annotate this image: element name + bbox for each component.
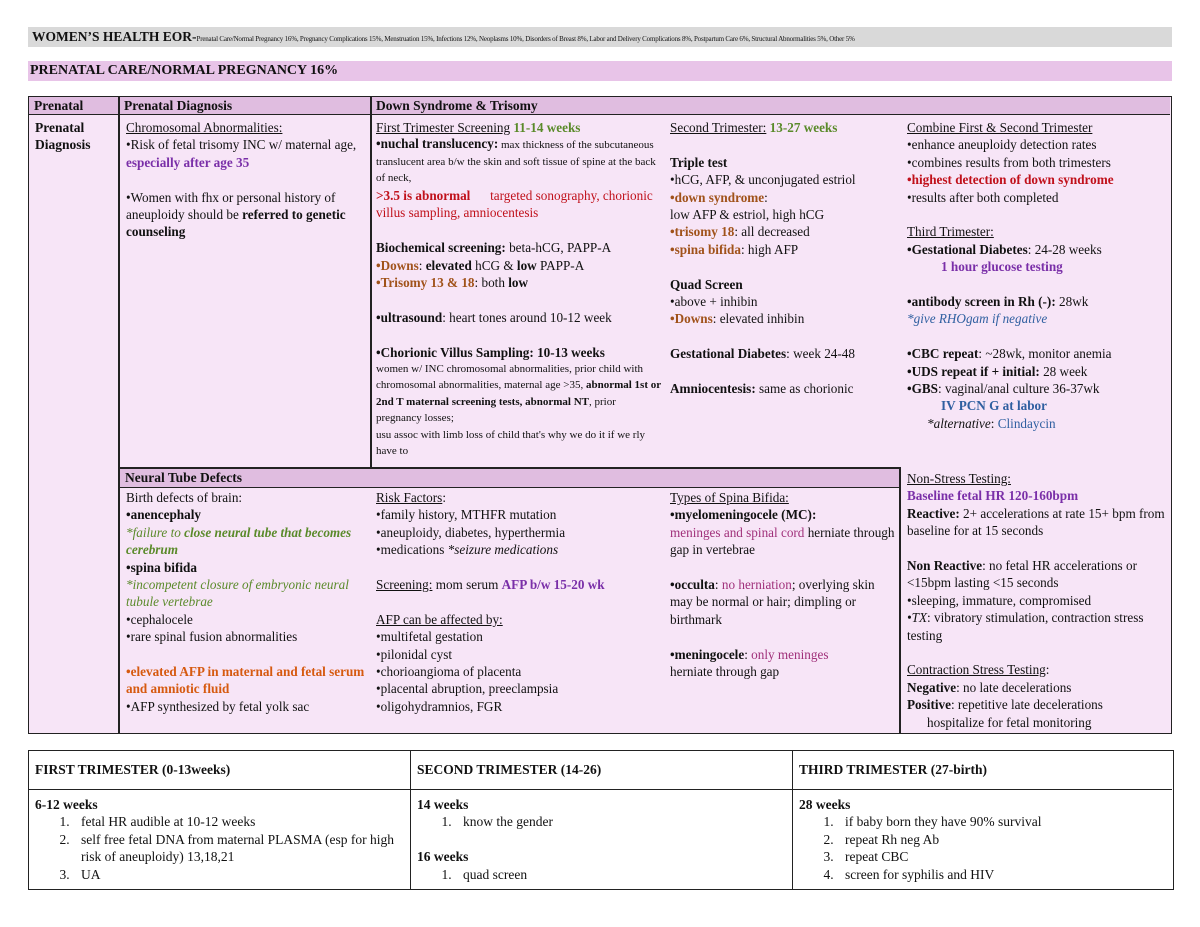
uds-text: 28 week xyxy=(1039,363,1088,379)
divider xyxy=(899,467,901,733)
quad-screen: Quad Screen xyxy=(670,276,743,292)
combine-c: •highest detection of down syndrome xyxy=(907,172,1114,188)
down-line: low AFP & estriol, high hCG xyxy=(670,207,825,223)
downs-text-c: PAPP-A xyxy=(536,257,585,273)
gbs-label: •GBS xyxy=(907,381,939,397)
quad-downs-label: •Downs xyxy=(670,311,713,327)
down-syndrome-colon: : xyxy=(764,189,768,205)
biochem-label: Biochemical screening: xyxy=(376,240,506,256)
document-subtitle: Prenatal Care/Normal Pregnancy 16%, Pregnancy Complications 15%, Menstruation 15%, Infections 12%, Neoplasms 10%, Disorders of Breast 8%, Labor and Delivery Complications 8%, Postpartum Care 6%, Structural Abnormalities 5%, Other 5% xyxy=(196,35,855,43)
meningocele-label: •meningocele xyxy=(670,646,745,662)
cvs-text-b: , prior pregnancy losses; xyxy=(376,395,616,425)
list-item: 1. fetal HR audible at 10-12 weeks xyxy=(73,813,404,830)
nuchal-action: targeted sonography, chorionic villus sampling, amniocentesis xyxy=(376,187,653,221)
first-tri-sub: 6-12 weeks xyxy=(35,797,98,812)
tx-label: •TX xyxy=(907,610,928,626)
afp-f3: •chorioangioma of placenta xyxy=(376,664,522,680)
list-item: 3. repeat CBC xyxy=(837,848,1166,865)
list-item: 3. UA xyxy=(73,866,404,883)
cvs-bold: abnormal 1st or 2nd T maternal screening tests, abnormal NT xyxy=(376,379,661,408)
mmc-b: herniate through gap in vertebrae xyxy=(670,524,895,558)
gd-label: Gestational Diabetes xyxy=(670,346,787,362)
downs-text: : xyxy=(418,257,426,273)
nonreactive-text: : no fetal HR accelerations or <15bpm lasting <15 seconds xyxy=(907,558,1137,591)
ultrasound-text: : heart tones around 10-12 week xyxy=(442,309,612,325)
list-item: 1. quad screen xyxy=(455,866,786,883)
chromo-b2-emph: referred to genetic counseling xyxy=(126,207,346,240)
alt-label: *alternative xyxy=(927,415,991,431)
risk-c: •medications xyxy=(376,542,448,558)
timeline-third xyxy=(793,751,1172,889)
triple-a: •hCG, AFP, & unconjugated estriol xyxy=(670,172,856,188)
anencephaly: •anencephaly xyxy=(126,507,201,523)
nst-causes: •sleeping, immature, compromised xyxy=(907,592,1092,608)
cbc-text: : ~28wk, monitor anemia xyxy=(978,346,1112,362)
combine-d: •results after both completed xyxy=(907,189,1059,205)
first-trimester-screening xyxy=(376,119,662,460)
first-tri-header: FIRST TRIMESTER (0-13weeks) xyxy=(29,751,410,790)
third-tri-header: THIRD TRIMESTER (27-birth) xyxy=(793,751,1172,790)
downs-text-b: hCG & xyxy=(471,257,517,273)
ntd-birth-defects xyxy=(126,489,366,715)
trisomy18-label: •trisomy 18 xyxy=(670,224,735,240)
risk-title: Risk Factors xyxy=(376,490,443,505)
risk-a: •family history, MTHFR mutation xyxy=(376,507,557,523)
divider xyxy=(370,97,372,469)
positive-action: hospitalize for fetal monitoring xyxy=(927,714,1092,730)
screening-text: mom serum xyxy=(432,577,502,593)
third-tri-sub: 28 weeks xyxy=(799,797,851,812)
risk-c-note: *seizure medications xyxy=(447,542,559,558)
afp-f1: •multifetal gestation xyxy=(376,629,483,645)
second-tri-weeks: 13-27 weeks xyxy=(766,120,838,135)
negative-label: Negative xyxy=(907,679,957,695)
combine-trimester xyxy=(907,119,1169,432)
second-tri-sub1: 14 weeks xyxy=(417,797,469,812)
afp-affected-title: AFP can be affected by: xyxy=(376,611,503,627)
downs-label: •Downs xyxy=(376,257,419,273)
rare-abnormalities: •rare spinal fusion abnormalities xyxy=(126,629,298,645)
nuchal-abnormal: >3.5 is abnormal xyxy=(376,187,471,203)
rhogam-note: *give RHOgam if negative xyxy=(907,311,1048,327)
nst-title: Non-Stress Testing: xyxy=(907,471,1011,486)
iv-pcn: IV PCN G at labor xyxy=(941,398,1047,414)
positive-label: Positive xyxy=(907,697,951,713)
anen-note: *failure to xyxy=(126,524,185,540)
cvs-note: usu assoc with limb loss of child that's why we do it if we rly have to xyxy=(376,428,646,458)
nuchal-text: max thickness of the subcutaneous translucent area b/w the skin and soft tissue of spine at the back of neck, xyxy=(376,139,656,185)
reactive-text: 2+ accelerations at rate 15+ bpm from baseline for at 15 seconds xyxy=(907,505,1165,539)
chromosomal-abnormalities xyxy=(126,119,364,241)
screening-title: Screening: xyxy=(376,577,433,593)
document-title: WOMEN’S HEALTH EOR- xyxy=(32,29,197,44)
meningocele-only: only meninges xyxy=(751,646,829,662)
row-label: Prenatal Diagnosis xyxy=(35,120,91,153)
trisomy-low: low xyxy=(508,274,528,290)
col-header-down-syndrome: Down Syndrome & Trisomy xyxy=(371,97,1170,115)
combine-title: Combine First & Second Trimester xyxy=(907,120,1093,135)
tx-text: : vibratory stimulation, contraction stress testing xyxy=(907,610,1144,643)
chromo-b1: •Risk of fetal trisomy INC w/ maternal age, xyxy=(126,137,357,153)
first-tri-title: First Trimester Screening xyxy=(376,120,511,135)
trimester-timeline xyxy=(28,750,1174,890)
third-tri-title: Third Trimester: xyxy=(907,224,994,240)
afp-synth: •AFP synthesized by fetal yolk sac xyxy=(126,698,310,714)
occulta-colon: : xyxy=(714,577,722,593)
list-item: 2. repeat Rh neg Ab xyxy=(837,831,1166,848)
gd-text: : week 24-48 xyxy=(786,346,855,362)
quad-downs-text: : elevated inhibin xyxy=(712,311,805,327)
ntd-header: Neural Tube Defects xyxy=(120,469,899,487)
mmc-label: •myelomeningocele (MC): xyxy=(670,507,817,523)
glucose-test: 1 hour glucose testing xyxy=(941,259,1063,275)
trisomy-text: : both xyxy=(474,274,509,290)
positive-text: : repetitive late decelerations xyxy=(950,697,1103,713)
occulta-label: •occulta xyxy=(670,577,715,593)
cbc-label: •CBC repeat xyxy=(907,346,979,362)
trisomy18-text: : all decreased xyxy=(734,224,810,240)
document-title-bar xyxy=(28,27,1172,47)
list-item: 2. self free fetal DNA from maternal PLASMA (esp for high risk of aneuploidy) 13,18,21 xyxy=(73,831,404,866)
ntd-intro: Birth defects of brain: xyxy=(126,490,243,505)
risk-b: •aneuploidy, diabetes, hyperthermia xyxy=(376,524,566,540)
third-gd-text: : 24-28 weeks xyxy=(1027,241,1102,257)
risk-colon: : xyxy=(442,490,446,505)
second-tri-title: Second Trimester: xyxy=(670,120,767,135)
list-item: 1. know the gender xyxy=(455,813,786,830)
list-item: 1. if baby born they have 90% survival xyxy=(837,813,1166,830)
first-tri-weeks: 11-14 weeks xyxy=(510,120,581,135)
timeline-first xyxy=(29,751,411,889)
nuchal-label: •nuchal translucency: xyxy=(376,136,499,152)
mmc-a: meninges and spinal cord xyxy=(670,524,805,540)
chromo-b1-emph: especially after age 35 xyxy=(126,154,250,170)
prenatal-table xyxy=(28,96,1172,734)
third-gd-label: •Gestational Diabetes xyxy=(907,241,1028,257)
chromo-title: Chromosomal Abnormalities: xyxy=(126,120,283,135)
combine-a: •enhance aneuploidy detection rates xyxy=(907,137,1097,153)
spina-bifida-text: : high AFP xyxy=(740,241,799,257)
triple-test: Triple test xyxy=(670,154,728,170)
uds-label: •UDS repeat if + initial: xyxy=(907,363,1040,379)
occulta-no-herniation: no herniation xyxy=(721,577,792,593)
antibody-text: 28wk xyxy=(1055,294,1089,310)
quad-a: •above + inhibin xyxy=(670,294,758,310)
cst-title: Contraction Stress Testing xyxy=(907,662,1046,678)
elevated-afp: •elevated AFP in maternal and fetal serum and amniotic fluid xyxy=(126,664,365,697)
chromo-b2: •Women with fhx or personal history of aneuploidy should be xyxy=(126,189,336,223)
timeline-second xyxy=(411,751,793,889)
amnio-label: Amniocentesis: xyxy=(670,381,756,397)
occulta-text: ; overlying skin may be normal or hair; dimpling or birthmark xyxy=(670,577,875,627)
down-syndrome-label: •down syndrome xyxy=(670,189,765,205)
divider xyxy=(118,97,120,733)
second-tri-sub2: 16 weeks xyxy=(417,849,469,865)
cephalocele: •cephalocele xyxy=(126,611,193,627)
risk-factors xyxy=(376,489,664,715)
antibody-label: •antibody screen in Rh (-): xyxy=(907,294,1056,310)
alt-colon: : xyxy=(990,415,998,431)
list-item: 4. screen for syphilis and HIV xyxy=(837,866,1166,883)
spina-bifida-label: •spina bifida xyxy=(670,241,741,257)
trisomy-label: •Trisomy 13 & 18 xyxy=(376,274,475,290)
second-tri-header: SECOND TRIMESTER (14-26) xyxy=(411,751,792,790)
section-title: PRENATAL CARE/NORMAL PREGNANCY 16% xyxy=(28,61,1172,81)
ultrasound-label: •ultrasound xyxy=(376,309,443,325)
nst-baseline: Baseline fetal HR 120-160bpm xyxy=(907,488,1079,504)
negative-text: : no late decelerations xyxy=(956,679,1072,695)
gbs-text: : vaginal/anal culture 36-37wk xyxy=(938,381,1100,397)
biochem-text: beta-hCG, PAPP-A xyxy=(505,240,612,256)
amnio-text: same as chorionic xyxy=(755,381,854,397)
spina-bifida-types xyxy=(670,489,896,680)
second-trimester xyxy=(670,119,900,397)
cvs-label: •Chorionic Villus Sampling: 10-13 weeks xyxy=(376,344,605,360)
clindamycin: Clindaycin xyxy=(997,415,1056,431)
spina-bifida: •spina bifida xyxy=(126,559,197,575)
sb-note: *incompetent closure of embryonic neural tubule vertebrae xyxy=(126,577,349,610)
col-header-prenatal-diagnosis: Prenatal Diagnosis xyxy=(119,97,371,115)
anen-note-b: close neural tube that becomes cerebrum xyxy=(126,524,352,558)
combine-b: •combines results from both trimesters xyxy=(907,154,1111,170)
non-stress-testing xyxy=(907,470,1169,731)
cst-colon: : xyxy=(1045,662,1050,678)
downs-elevated: elevated xyxy=(425,257,472,273)
meningocele-colon: : xyxy=(744,646,752,662)
col-header-prenatal: Prenatal xyxy=(29,97,119,115)
afp-f5: •oligohydramnios, FGR xyxy=(376,698,503,714)
downs-low: low xyxy=(516,257,537,273)
cvs-text: women w/ INC chromosomal abnormalities, prior child with chromosomal abnormalities, maternal age >35, xyxy=(376,362,644,392)
reactive-label: Reactive: xyxy=(907,505,960,521)
afp-f4: •placental abruption, preeclampsia xyxy=(376,681,559,697)
afp-f2: •pilonidal cyst xyxy=(376,646,453,662)
screening-afp: AFP b/w 15-20 wk xyxy=(501,577,605,593)
nonreactive-label: Non Reactive xyxy=(907,558,983,574)
types-title: Types of Spina Bifida: xyxy=(670,490,789,505)
meningocele-text: herniate through gap xyxy=(670,664,780,680)
